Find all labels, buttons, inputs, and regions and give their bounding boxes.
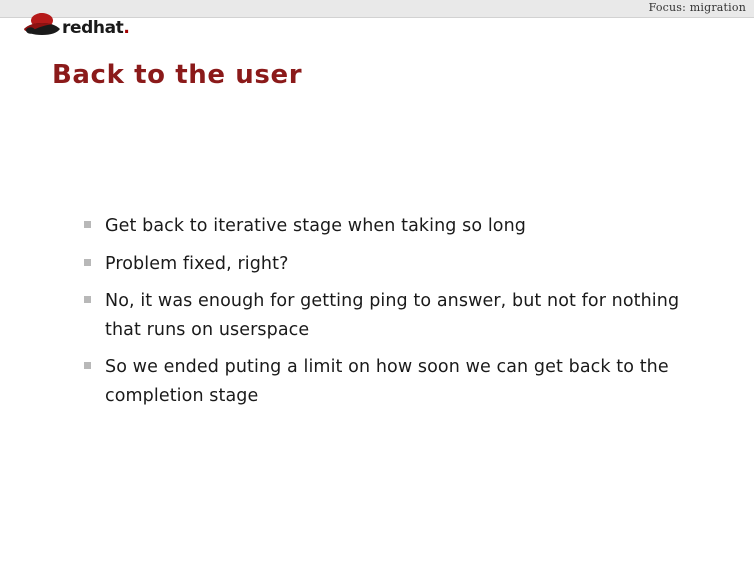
page-title: Back to the user bbox=[52, 60, 303, 90]
list-item-text: No, it was enough for getting ping to answer, but not for nothing that runs on userspace bbox=[105, 291, 680, 340]
bullet-square-icon bbox=[84, 362, 91, 369]
list-item bbox=[84, 353, 704, 410]
focus-label: Focus: migration bbox=[648, 1, 746, 14]
brand-name bbox=[62, 18, 129, 38]
bullet-square-icon bbox=[84, 259, 91, 266]
redhat-fedora-logo-icon bbox=[22, 12, 62, 38]
list-item bbox=[84, 212, 704, 241]
brand-name-text: redhat bbox=[62, 18, 124, 38]
list-item-text: Get back to iterative stage when taking so long bbox=[105, 216, 527, 236]
list-item bbox=[84, 250, 704, 279]
list-item-text: Problem fixed, right? bbox=[105, 253, 289, 274]
bullet-square-icon bbox=[84, 296, 91, 303]
brand-logo bbox=[22, 12, 152, 40]
list-item-text: So we ended puting a limit on how soon we can get back to the completion stage bbox=[105, 357, 669, 406]
brand-dot: . bbox=[123, 18, 130, 38]
bullet-list bbox=[84, 212, 704, 419]
list-item bbox=[84, 287, 704, 344]
bullet-square-icon bbox=[84, 221, 91, 228]
